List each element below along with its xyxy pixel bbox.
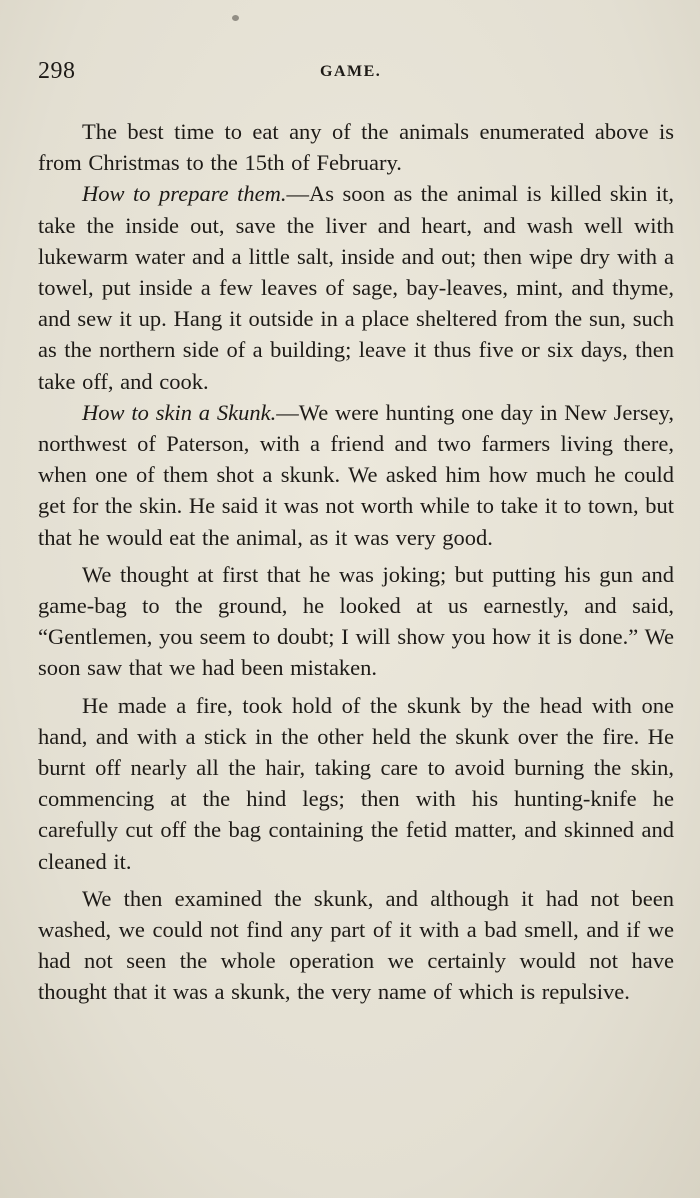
running-title: GAME. — [320, 63, 382, 80]
paragraph-examined — [38, 883, 674, 1008]
paragraph-skin-a-skunk — [38, 397, 674, 553]
paragraph-body: The best time to eat any of the animals enumerated above is from Christmas to the 15th of February. — [38, 119, 674, 176]
ink-speck — [232, 15, 239, 21]
page-number: 298 — [38, 58, 76, 84]
page-header — [38, 58, 660, 88]
paragraph-body: —As soon as the animal is killed skin it, take the inside out, save the liver and heart, and wash well with lukewarm water and a little salt, inside and out; then wipe dry with a towel, put inside a few leaves of sage, bay-leaves, mint, and thyme, and sew it up. Hang it outside in a place sheltered from the sun, such as the northern side of a building; leave it thus five or six days, then take off, and cook. — [38, 181, 674, 394]
paragraph-body: We then examined the skunk, and although it had not been washed, we could not find any part of it with a bad smell, and if we had not seen the whole operation we certainly would not have thought that it was a skunk, the very name of which is repulsive. — [38, 885, 674, 1005]
paragraph-best-time — [38, 116, 674, 178]
paragraph-body: We thought at first that he was joking; but putting his gun and game-bag to the ground, he looked at us earnestly, and said, “Gentlemen, you seem to doubt; I will show you how it is done.” We soon saw that we had been mistaken. — [38, 561, 674, 681]
paragraph-heading: How to skin a Skunk. — [82, 399, 277, 425]
paragraph-heading: How to prepare them. — [82, 181, 287, 207]
paragraph-how-to-prepare — [38, 178, 674, 396]
paragraph-body: —We were hunting one day in New Jersey, northwest of Paterson, with a friend and two farmers living there, when one of them shot a skunk. We asked him how much he could get for the skin. He said it was not worth while to take it to town, but that he would eat the animal, as it was very good. — [38, 399, 674, 550]
paragraph-joking — [38, 559, 674, 684]
paragraph-body: He made a fire, took hold of the skunk by the head with one hand, and with a stick in the other held the skunk over the fire. He burnt off nearly all the hair, taking care to avoid burning the skin, commencing at the hind legs; then with his hunting-knife he carefully cut off the bag containing the fetid matter, and skinned and cleaned it. — [38, 692, 674, 874]
paragraph-made-a-fire — [38, 690, 674, 877]
body-text — [38, 116, 674, 1008]
